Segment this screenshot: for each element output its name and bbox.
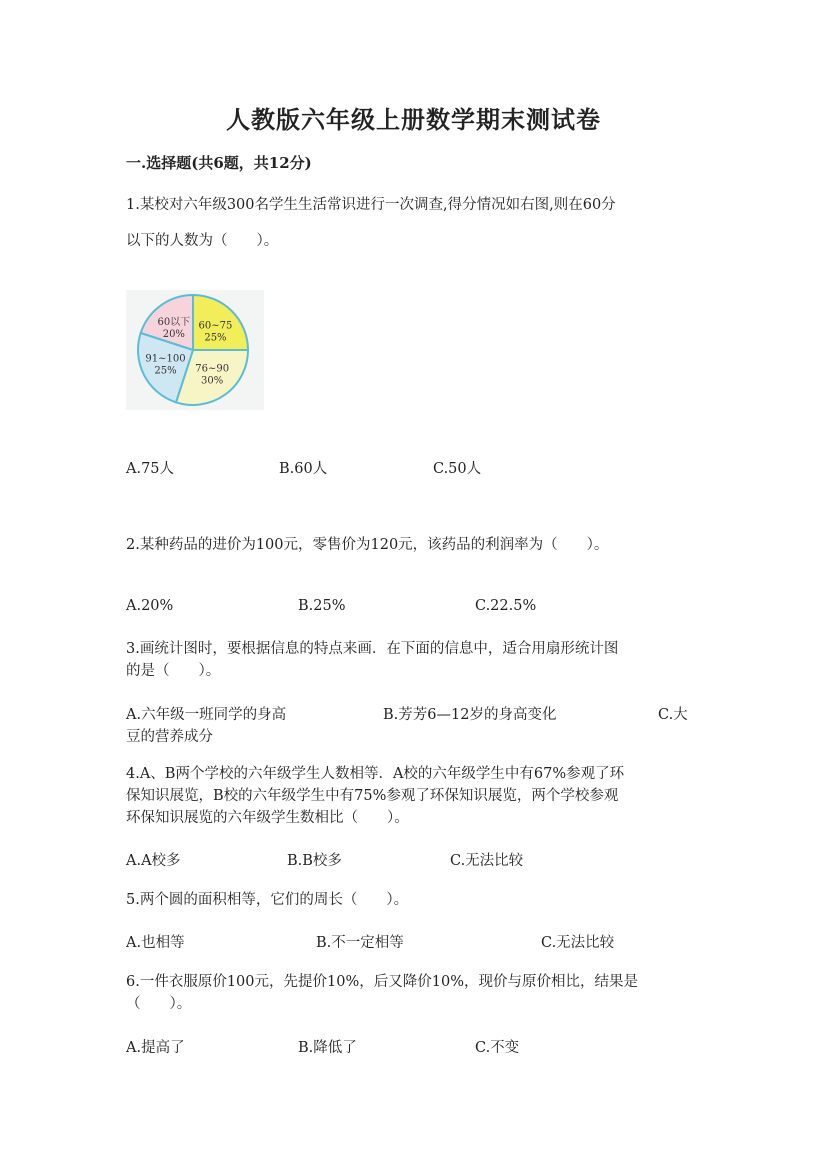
pie-slice-value-2: 25%	[204, 332, 227, 344]
question-2-option-a: A.20%	[126, 598, 174, 614]
question-4-option-a: A.A校多	[126, 853, 181, 869]
page-title: 人教版六年级上册数学期末测试卷	[226, 105, 601, 134]
question-6-line-2: （ ）。	[126, 996, 192, 1012]
section-heading: 一.选择题(共6题，共12分)	[126, 154, 312, 172]
pie-slice-value-4: 25%	[154, 365, 177, 377]
question-4-option-b: B.B校多	[287, 853, 342, 869]
pie-slice-label-3: 76~90	[195, 363, 230, 375]
question-2-line-1: 2.某种药品的进价为100元，零售价为120元，该药品的利润率为（ ）。	[126, 537, 609, 553]
pie-slice-label-1: 60以下	[157, 317, 191, 329]
question-2-option-b: B.25%	[298, 598, 346, 614]
question-3-line-2: 的是（ ）。	[126, 663, 221, 679]
question-1-option-c: C.50人	[433, 461, 482, 477]
question-5-line-1: 5.两个圆的面积相等，它们的周长（ ）。	[126, 892, 409, 908]
question-6-option-c: C.不变	[475, 1040, 520, 1056]
question-5-option-a: A.也相等	[126, 935, 185, 951]
question-2-option-c: C.22.5%	[475, 598, 537, 614]
pie-chart-svg	[126, 290, 264, 410]
pie-slice-label-4: 91~100	[145, 353, 186, 365]
pie-slice-label-2: 60~75	[198, 320, 233, 332]
question-3-option-c: C.大	[658, 707, 688, 723]
question-1-line-2: 以下的人数为（ ）。	[126, 233, 279, 249]
question-6-line-1: 6.一件衣服原价100元，先提价10%，后又降价10%，现价与原价相比，结果是	[126, 974, 638, 990]
question-1-option-b: B.60人	[279, 461, 328, 477]
question-3-line-1: 3.画统计图时，要根据信息的特点来画．在下面的信息中，适合用扇形统计图	[126, 641, 619, 657]
pie-slice-value-1: 20%	[162, 329, 185, 341]
question-6-option-b: B.降低了	[298, 1040, 357, 1056]
question-4-line-2: 保知识展览，B校的六年级学生中有75%参观了环保知识展览，两个学校参观	[126, 788, 619, 804]
question-5-option-b: B.不一定相等	[316, 935, 404, 951]
pie-chart	[126, 290, 264, 410]
question-1-line-1: 1.某校对六年级300名学生生活常识进行一次调查,得分情况如右图,则在60分	[126, 197, 616, 213]
question-4-option-c: C.无法比较	[450, 853, 524, 869]
question-4-line-1: 4.A、B两个学校的六年级学生人数相等．A校的六年级学生中有67%参观了环	[126, 766, 625, 782]
question-4-line-3: 环保知识展览的六年级学生数相比（ ）。	[126, 810, 409, 826]
question-3-option-b: B.芳芳6—12岁的身高变化	[383, 707, 557, 723]
question-3-option-c-wrap: 豆的营养成分	[126, 729, 213, 745]
pie-slice-value-3: 30%	[201, 375, 224, 387]
question-6-option-a: A.提高了	[126, 1040, 185, 1056]
question-1-option-a: A.75人	[126, 461, 175, 477]
question-3-option-a: A.六年级一班同学的身高	[126, 707, 287, 723]
question-5-option-c: C.无法比较	[541, 935, 615, 951]
